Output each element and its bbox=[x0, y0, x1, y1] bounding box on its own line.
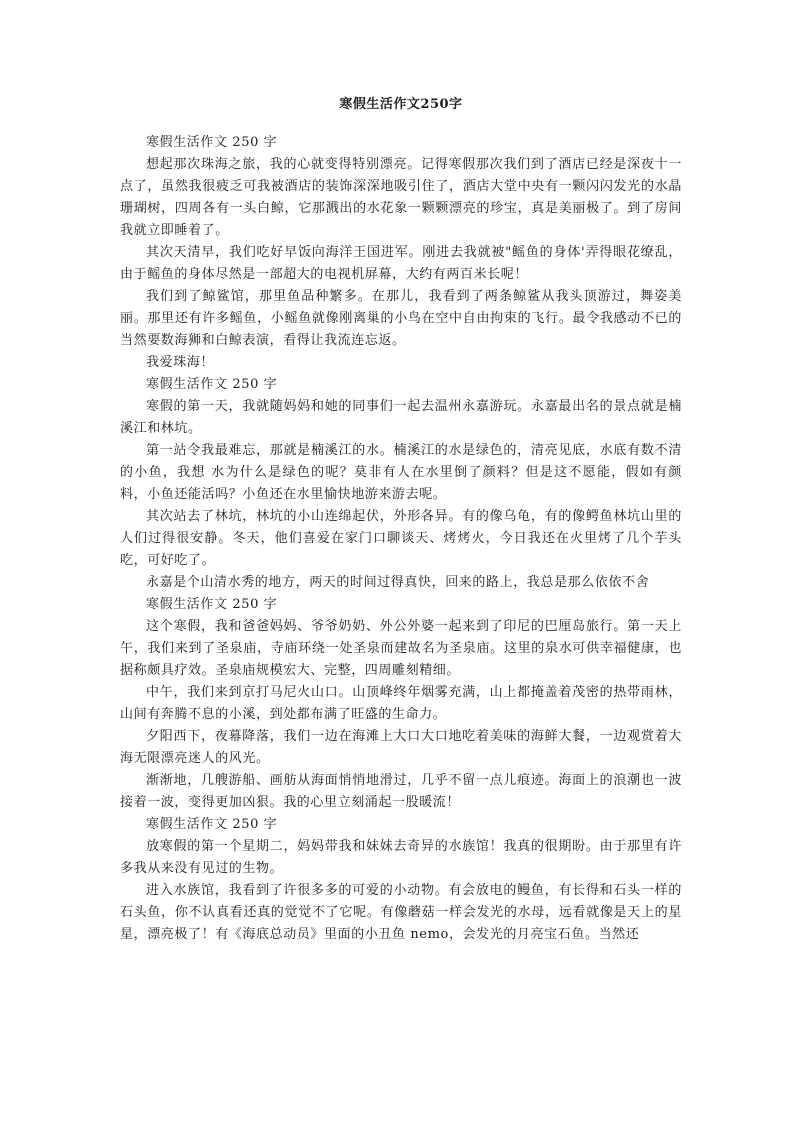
section-heading: 寒假生活作文 250 字 bbox=[146, 817, 278, 832]
section-heading: 寒假生活作文 250 字 bbox=[146, 377, 278, 392]
section-heading: 寒假生活作文 250 字 bbox=[146, 135, 278, 150]
section-heading: 寒假生活作文 250 字 bbox=[146, 597, 278, 612]
paragraph: 放寒假的第一个星期二，妈妈带我和妹妹去奇异的水族馆！我真的很期盼。由于那里有许多我从来没有见过的生物。 bbox=[120, 839, 682, 876]
paragraph: 寒假的第一天，我就随妈妈和她的同事们一起去温州永嘉游玩。永嘉最出名的景点就是楠溪江和林坑。 bbox=[120, 399, 682, 436]
paragraph: 其次天清早，我们吃好早饭向海洋王国进军。刚进去我就被"鳐鱼的身体'弄得眼花缭乱，由于鳐鱼的身体尽然是一部超大的电视机屏幕，大约有两百米长呢！ bbox=[120, 245, 682, 282]
paragraph: 其次站去了林坑，林坑的小山连绵起伏，外形各异。有的像乌龟，有的像鳄鱼林坑山里的人们过得很安静。冬天，他们喜爱在家门口聊谈天、烤烤火，今日我还在火里烤了几个芋头吃，可好吃了。 bbox=[120, 509, 682, 568]
paragraph: 第一站令我最难忘，那就是楠溪江的水。楠溪江的水是绿色的，清亮见底，水底有数不清的小鱼，我想 水为什么是绿色的呢？莫非有人在水里倒了颜料？但是这不愿能，假如有颜料，小鱼还能活吗？小鱼还在水里愉快地游来游去呢。 bbox=[120, 443, 682, 502]
paragraph: 渐渐地，几艘游船、画舫从海面悄悄地滑过，几乎不留一点儿痕迹。海面上的浪潮也一波接着一波，变得更加凶狠。我的心里立刻涌起一股暖流！ bbox=[120, 773, 682, 810]
paragraph: 夕阳西下，夜幕降落，我们一边在海滩上大口大口地吃着美味的海鲜大餐，一边观赏着大海无限漂亮迷人的风光。 bbox=[120, 729, 682, 766]
paragraph: 我爱珠海！ bbox=[146, 355, 215, 370]
paragraph: 我们到了鲸鲨馆，那里鱼品种繁多。在那儿，我看到了两条鲸鲨从我头顶游过，舞姿美丽。那里还有许多鳐鱼，小鳐鱼就像刚离巢的小鸟在空中自由拘束的飞行。最令我感动不已的当然要数海狮和白鲸表演，看得让我流连忘返。 bbox=[120, 289, 682, 348]
document-body bbox=[120, 132, 682, 946]
paragraph: 永嘉是个山清水秀的地方，两天的时间过得真快，回来的路上，我总是那么依依不舍 bbox=[146, 575, 650, 590]
paragraph: 这个寒假，我和爸爸妈妈、爷爷奶奶、外公外婆一起来到了印尼的巴厘岛旅行。第一天上午，我们来到了圣泉庙，寺庙环绕一处圣泉而建故名为圣泉庙。这里的泉水可供幸福健康，也据称颇具疗效。圣泉庙规模宏大、完整，四周雕刻精细。 bbox=[120, 619, 682, 678]
paragraph: 想起那次珠海之旅，我的心就变得特别漂亮。记得寒假那次我们到了酒店已经是深夜十一点了，虽然我很疲乏可我被酒店的装饰深深地吸引住了，酒店大堂中央有一颗闪闪发光的水晶珊瑚树，四周各有一头白鲸，它那溅出的水花象一颗颗漂亮的珍宝，真是美丽极了。到了房间我就立即睡着了。 bbox=[120, 157, 682, 238]
paragraph: 进入水族馆，我看到了许很多多的可爱的小动物。有会放电的鳗鱼，有长得和石头一样的石头鱼，你不认真看还真的觉觉不了它呢。有像蘑菇一样会发光的水母，远看就像是天上的星星，漂亮极了！有《海底总动员》里面的小丑鱼 nemo，会发光的月亮宝石鱼。当然还 bbox=[120, 883, 682, 942]
paragraph: 中午，我们来到京打马尼火山口。山顶峰终年烟雾充满，山上都掩盖着茂密的热带雨林，山间有奔腾不息的小溪，到处都布满了旺盛的生命力。 bbox=[120, 685, 682, 722]
document-title: 寒假生活作文250字 bbox=[339, 97, 463, 112]
